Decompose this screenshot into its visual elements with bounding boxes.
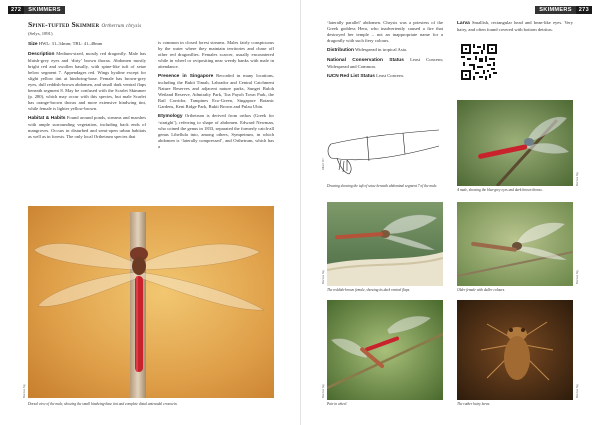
female-photo <box>327 202 443 286</box>
left-text-column-2 <box>158 40 274 153</box>
presence-text: Recorded in many locations, including the Bukit Timah, Labrador and Central Catchment Nature Reserves and adjacent nature parks, Sungei Buloh Wetland Reserve, Admiralty Park, Toa Payoh Town Park, the Rail Corridor, Tampines Eco-Green, Singapore Botanic Gardens, Kent Ridge Park, Bukit Brown and Pulau Ubin. <box>158 73 274 109</box>
left-text-column-1 <box>28 20 146 143</box>
older-photo-caption: Older female with duller colours. <box>457 288 506 292</box>
wheel-photo <box>327 300 443 400</box>
size-paragraph <box>28 41 146 48</box>
etymology-label: Etymology <box>158 114 183 119</box>
male-photo-credit: Marcus Ng <box>575 172 579 186</box>
right-text-column-1 <box>327 20 443 83</box>
older-photo-credit: Marcus Ng <box>575 270 579 284</box>
wheel-photo-credit: Marcus Ng <box>321 384 325 398</box>
page-number: 272 <box>8 6 24 14</box>
description-label: Description <box>28 52 55 57</box>
main-photo-caption: Dorsal view of the male, showing the small hindwing-base tint and complete distal antenodal crossvein. <box>28 402 178 406</box>
etymology-continued: ‘laterally parallel’ abdomen. Chrysis was a priestess of the Greek goddess Hera, who inadvertently caused a fire that destroyed her temple – not an inappropriate name for a dragonfly with such fiery colours. <box>327 20 443 43</box>
main-photo <box>28 206 274 398</box>
drawing-caption: Drawing showing the tuft of setae beneath abdominal segment 7 of the male. <box>327 184 438 188</box>
larva-text: Smallish, rectangular head and bean-like eyes. Very hairy, and often found covered with bottom detritus. <box>457 20 574 32</box>
iucn-paragraph <box>327 73 443 80</box>
species-name: Spine-tufted Skimmer <box>28 20 100 29</box>
description-text: Medium-sized, mostly red dragonfly. Male has bluish-grey eyes and ‘dirty’ brown thorax. Abdomen mostly bright red and swollen basally, with spine-like tuft of setae below segment 7. Appendages red. Wings hyaline except for slight yellow tint at hindwing-base. Female has brown-grey eyes, dull reddish-brown abdomen, and small dark ventral flaps beneath segment 8. May be confused with the Scarlet Skimmer (p. 280), which may occur with this species, but male Scarlet has orange-brown thorax and more extensive hindwing tint, while female is lighter yellow-brown. <box>28 51 146 111</box>
qr-code[interactable] <box>461 44 497 80</box>
larva-photo-image <box>457 300 573 400</box>
conservation-paragraph <box>327 57 443 70</box>
larva-paragraph <box>457 20 573 33</box>
larva-label: Larva <box>457 21 470 26</box>
author: (Selys, 1891) <box>28 31 53 36</box>
conservation-label: National Conservation Status <box>327 58 404 63</box>
main-photo-credit: Marcus Ng <box>22 384 26 398</box>
male-dragonfly-photo <box>457 100 573 186</box>
section-title: SKIMMERS <box>535 6 576 14</box>
etymology-text: Orthetrum is derived from orthos (Greek for ‘straight’), referring to shape of abdomen. Edward Newman, who coined the genus in 1833, separated the formerly catch-all genus Libellula into, among others, Sympetrum, in which abdomen is ‘laterally compressed’, and Orthetrum, which has a <box>158 113 275 149</box>
drawing-credit: Albert Orr <box>321 157 325 170</box>
latin-name: Orthetrum chrysis <box>101 24 142 29</box>
page-number: 273 <box>576 6 592 14</box>
habitat-label: Habitat & Habits <box>28 116 66 121</box>
male-photo-caption: A male, showing the blue-grey eyes and dark brown thorax. <box>457 188 543 192</box>
setae-drawing <box>327 124 443 182</box>
etymology-paragraph <box>158 113 274 150</box>
distribution-paragraph <box>327 47 443 54</box>
habitat-text: Found around ponds, streams and marshes with ample surrounding vegetation, including back ends of mangroves. Occurs in disturbed and semi-open urban habitats as well as in forests. The only local Orthetrum species that <box>28 115 146 139</box>
presence-label: Presence in Singapore <box>158 74 214 79</box>
female-photo-credit: Marcus Ng <box>321 270 325 284</box>
female-dragonfly-photo <box>327 202 443 286</box>
presence-paragraph <box>158 73 274 110</box>
larva-photo <box>457 300 573 400</box>
section-title: SKIMMERS <box>24 6 65 14</box>
older-female-photo <box>457 202 573 286</box>
habitat-paragraph <box>28 115 146 140</box>
distribution-text: Widespread in tropical Asia. <box>355 47 408 52</box>
wheel-photo-caption: Pair in wheel. <box>327 402 348 406</box>
iucn-label: IUCN Red List Status <box>327 74 375 79</box>
conservation-text: Least Concern; Widespread and Common. <box>327 57 443 69</box>
habits-continued: is common in closed forest streams. Males fairly conspicuous by the water where they maintain territories and chase off other red dragonflies. Females scarcer, usually encountered while in wheel or ovipositing near weedy banks with male in attendance. <box>158 40 274 69</box>
larva-photo-caption: The rather hairy larva. <box>457 402 491 406</box>
iucn-text: Least Concern. <box>376 73 404 78</box>
larva-photo-credit: Marcus Ng <box>575 384 579 398</box>
abdomen-setae-line-drawing <box>327 124 443 182</box>
qr-code-icon <box>461 44 497 80</box>
right-page-header <box>535 6 592 14</box>
right-page <box>300 0 600 425</box>
species-title <box>28 20 146 31</box>
left-page-header <box>8 6 65 14</box>
right-text-column-2 <box>457 20 573 36</box>
distribution-label: Distribution <box>327 48 354 53</box>
dragonfly-dorsal-illustration <box>28 206 274 398</box>
female-photo-caption: The reddish-brown female, showing its dark ventral flaps. <box>327 288 411 292</box>
pair-in-wheel-photo <box>327 300 443 400</box>
description-paragraph <box>28 51 146 112</box>
size-label: Size <box>28 42 38 47</box>
older-female-dragonfly-photo <box>457 202 573 286</box>
male-photo <box>457 100 573 186</box>
size-text: HWL: 31–34mm; TBL: 41–48mm <box>38 41 103 46</box>
